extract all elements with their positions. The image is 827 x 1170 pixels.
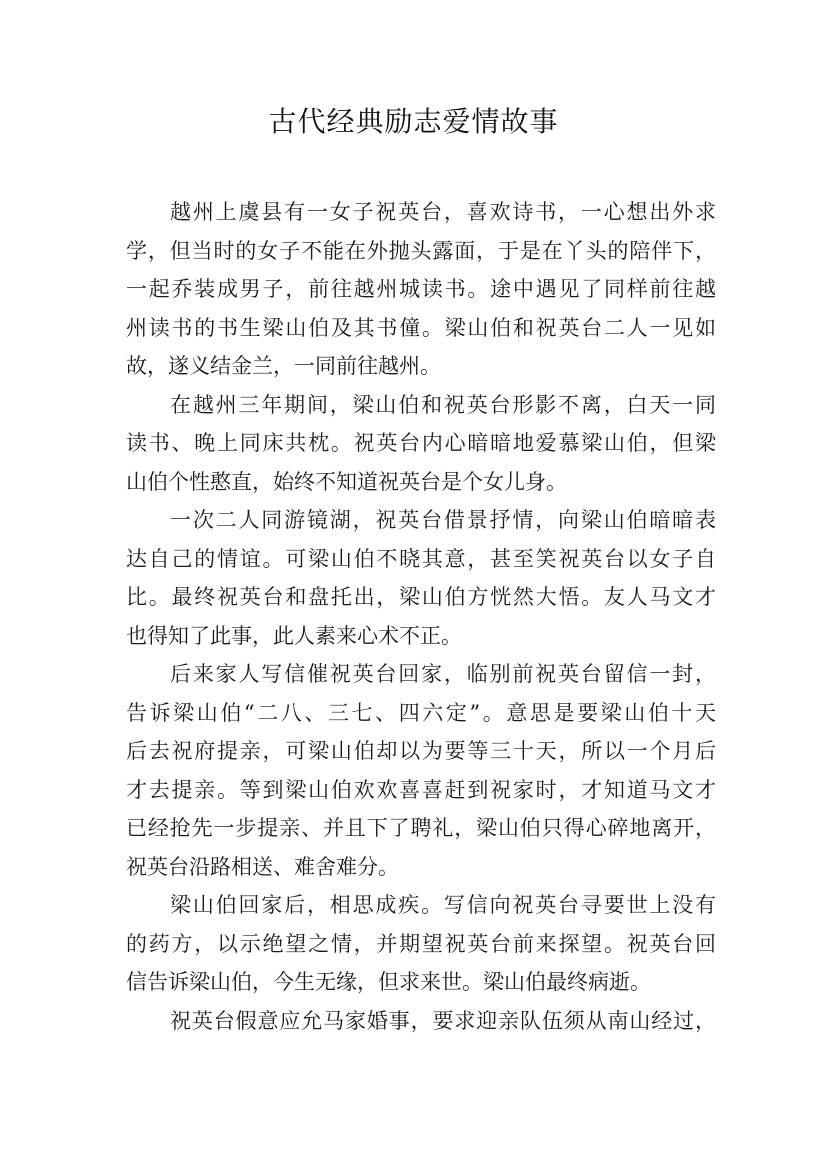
text-line: 山伯个性憨直，始终不知道祝英台是个女儿身。 — [126, 469, 567, 494]
text-line: 读书、晚上同床共枕。祝英台内心暗暗地爱慕梁山伯，但梁 — [126, 431, 716, 455]
text-line: 已经抢先一步提亲、并且下了聘礼，梁山伯只得心碎地离开， — [126, 816, 716, 840]
text-line: 告诉梁山伯“二八、三七、四六定”。意思是要梁山伯十天 — [126, 700, 716, 725]
text-line: 一次二人同游镜湖，祝英台借景抒情，向梁山伯暗暗表 — [170, 508, 716, 532]
text-line: 信告诉梁山伯，今生无缘，但求来世。梁山伯最终病逝。 — [126, 970, 651, 994]
text-line: 越州上虞县有一女子祝英台，喜欢诗书，一心想出外求 — [170, 200, 716, 224]
text-line: 才去提亲。等到梁山伯欢欢喜喜赶到祝家时，才知道马文才 — [126, 777, 716, 802]
text-line: 在越州三年期间，梁山伯和祝英台形影不离，白天一同 — [170, 392, 716, 417]
text-line: 祝英台沿路相送、难舍难分。 — [126, 854, 399, 879]
text-line: 达自己的情谊。可梁山伯不晓其意，甚至笑祝英台以女子自 — [126, 546, 716, 571]
text-line: 祝英台假意应允马家婚事，要求迎亲队伍须从南山经过， — [170, 1008, 716, 1033]
text-line: 故，遂义结金兰，一同前往越州。 — [126, 354, 441, 378]
text-line: 学，但当时的女子不能在外抛头露面，于是在丫头的陪伴下， — [126, 238, 716, 263]
text-line: 梁山伯回家后，相思成疾。写信向祝英台寻要世上没有 — [170, 893, 716, 917]
text-line: 的药方，以示绝望之情，并期望祝英台前来探望。祝英台回 — [126, 931, 716, 956]
document-body — [126, 193, 716, 1040]
text-line: 一起乔装成男子，前往越州城读书。途中遇见了同样前往越 — [126, 277, 716, 301]
text-line: 也得知了此事，此人素来心术不正。 — [126, 623, 462, 648]
text-line: 后去祝府提亲，可梁山伯却以为要等三十天，所以一个月后 — [126, 739, 716, 763]
text-line: 州读书的书生梁山伯及其书僮。梁山伯和祝英台二人一见如 — [126, 315, 716, 340]
text-line: 比。最终祝英台和盘托出，梁山伯方恍然大悟。友人马文才 — [126, 585, 716, 609]
text-line: 后来家人写信催祝英台回家，临别前祝英台留信一封， — [170, 662, 716, 686]
document-title: 古代经典励志爱情故事 — [268, 105, 559, 138]
